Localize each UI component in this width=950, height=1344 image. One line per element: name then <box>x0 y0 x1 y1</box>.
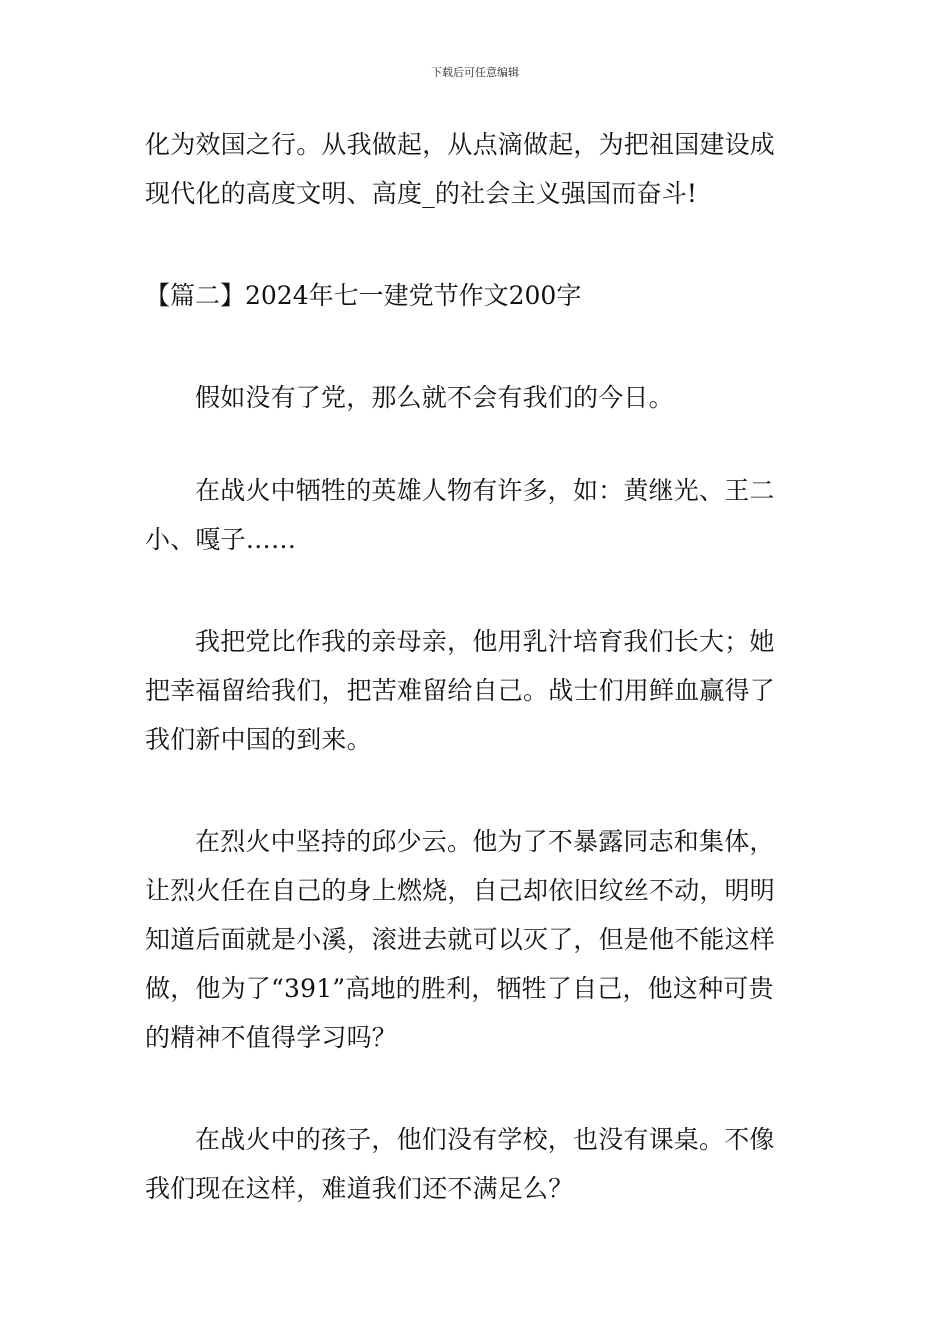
section-title: 【篇二】2024年七一建党节作文200字 <box>145 281 582 310</box>
paragraph-gap <box>145 772 810 825</box>
paragraph-line: 我们现在这样，难道我们还不满足么？ <box>145 1174 574 1203</box>
paragraph-gap <box>145 572 810 625</box>
paragraph-line: 小、嘎子…… <box>145 525 297 554</box>
paragraph-line: 让烈火任在自己的身上燃烧，自己却依旧纹丝不动，明明 <box>145 876 776 905</box>
paragraph-line: 假如没有了党，那么就不会有我们的今日。 <box>195 383 674 412</box>
paragraph-line: 我们新中国的到来。 <box>145 725 372 754</box>
paragraph-gap <box>145 1070 810 1123</box>
paragraph-gap <box>145 226 810 279</box>
page-header: 下载后可任意编辑 <box>431 66 519 79</box>
paragraph-line: 现代化的高度文明、高度_的社会主义强国而奋斗! <box>145 179 698 208</box>
paragraph-line: 做，他为了“391”高地的胜利，牺牲了自己，他这种可贵 <box>145 974 774 1003</box>
paragraph-line: 在烈火中坚持的邱少云。他为了不暴露同志和集体， <box>195 827 775 856</box>
document-body <box>145 128 810 1221</box>
paragraph-gap <box>145 430 810 474</box>
paragraph-gap <box>145 328 810 381</box>
paragraph-line: 我把党比作我的亲母亲，他用乳汁培育我们长大；她 <box>195 627 775 656</box>
paragraph-line: 化为效国之行。从我做起，从点滴做起，为把祖国建设成 <box>145 130 776 159</box>
paragraph-line: 知道后面就是小溪，滚进去就可以灭了，但是他不能这样 <box>145 925 776 954</box>
paragraph-line: 的精神不值得学习吗？ <box>145 1023 398 1052</box>
paragraph-line: 在战火中牺牲的英雄人物有许多，如：黄继光、王二 <box>195 476 775 505</box>
paragraph-line: 把幸福留给我们，把苦难留给自己。战士们用鲜血赢得了 <box>145 676 776 705</box>
paragraph-line: 在战火中的孩子，他们没有学校，也没有课桌。不像 <box>195 1125 775 1154</box>
